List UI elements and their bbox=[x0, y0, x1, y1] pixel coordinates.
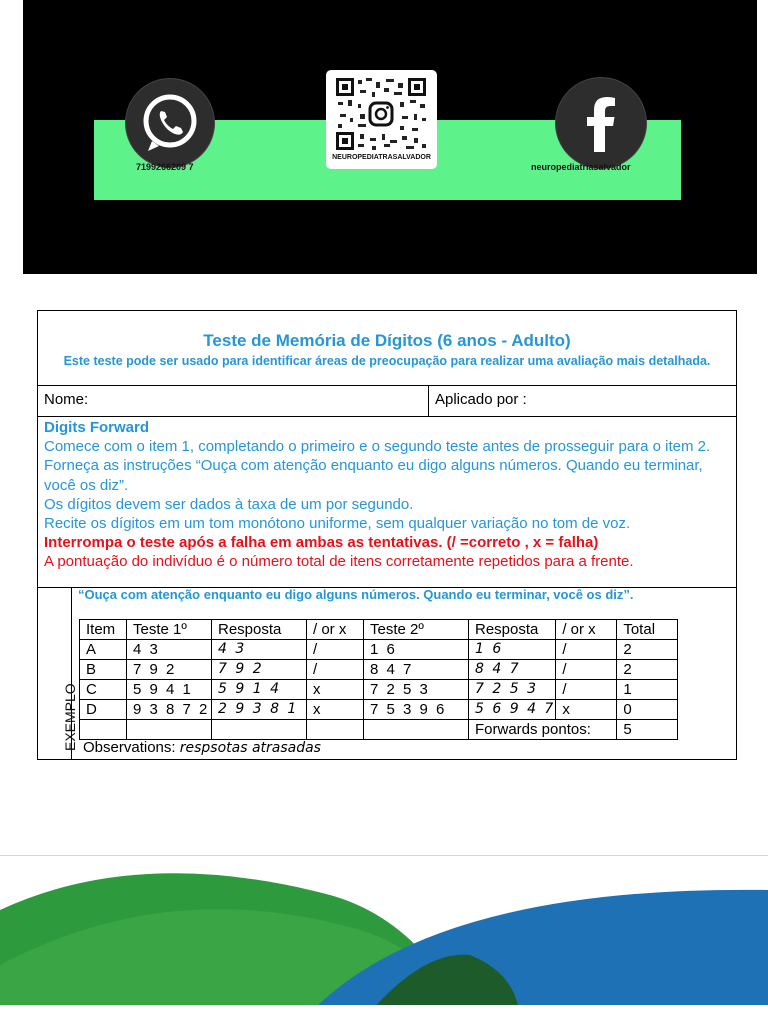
trial1-cell: 7 9 2 bbox=[127, 660, 212, 680]
example-table bbox=[79, 619, 678, 740]
digit-memory-test-form bbox=[37, 310, 737, 760]
empty-cell bbox=[80, 720, 127, 740]
applied-by-field[interactable]: Aplicado por : bbox=[435, 391, 527, 408]
table-row bbox=[80, 680, 678, 700]
instructions-block bbox=[38, 416, 736, 588]
table-header: Total bbox=[617, 620, 678, 640]
table-header: / or x bbox=[307, 620, 364, 640]
table-total-row bbox=[80, 720, 678, 740]
page-title: Teste de Memória de Dígitos (6 anos - Adulto) bbox=[203, 331, 571, 350]
table-row bbox=[80, 660, 678, 680]
scoring-rule: A pontuação do indivíduo é o número total de itens corretamente repetidos para a frente. bbox=[44, 553, 634, 571]
name-row bbox=[38, 385, 736, 417]
response2-cell: 5 6 9 4 7 bbox=[469, 700, 556, 720]
table-header-row bbox=[80, 620, 678, 640]
forwards-points-label: Forwards pontos: bbox=[469, 720, 617, 740]
empty-cell bbox=[307, 720, 364, 740]
name-field[interactable] bbox=[38, 385, 429, 416]
name-label: Nome: bbox=[44, 391, 89, 408]
trial1-cell: 9 3 8 7 2 bbox=[127, 700, 212, 720]
mark2-cell: / bbox=[556, 660, 617, 680]
total-cell: 0 bbox=[617, 700, 678, 720]
empty-cell bbox=[364, 720, 469, 740]
response2-cell: 1 6 bbox=[469, 640, 556, 660]
whatsapp-number: 7199266209 7 bbox=[136, 162, 194, 172]
example-label: EXEMPLO bbox=[62, 683, 78, 751]
trial2-cell: 7 2 5 3 bbox=[364, 680, 469, 700]
table-row bbox=[80, 700, 678, 720]
page-subtitle: Este teste pode ser usado para identificar áreas de preocupação para realizar uma avaliação mais detalhada. bbox=[63, 354, 711, 368]
trial2-cell: 7 5 3 9 6 bbox=[364, 700, 469, 720]
instructions-line: Recite os dígitos em um tom monótono uniforme, sem qualquer variação no tom de voz. bbox=[44, 515, 631, 533]
total-cell: 2 bbox=[617, 640, 678, 660]
observations-label: Observations: bbox=[83, 739, 176, 756]
item-cell: C bbox=[80, 680, 127, 700]
mark1-cell: x bbox=[307, 700, 364, 720]
title-block bbox=[38, 311, 736, 386]
table-row bbox=[80, 640, 678, 660]
stop-rule: Interrompa o teste após a falha em ambas as tentativas. (/ =correto , x = falha) bbox=[44, 534, 599, 552]
table-header: Resposta bbox=[469, 620, 556, 640]
trial1-cell: 5 9 4 1 bbox=[127, 680, 212, 700]
mark1-cell: x bbox=[307, 680, 364, 700]
example-section bbox=[38, 587, 736, 760]
response2-cell: 8 4 7 bbox=[469, 660, 556, 680]
mark1-cell: / bbox=[307, 640, 364, 660]
total-cell: 1 bbox=[617, 680, 678, 700]
response1-cell: 4 3 bbox=[212, 640, 307, 660]
response1-cell: 2 9 3 8 1 bbox=[212, 700, 307, 720]
trial1-cell: 4 3 bbox=[127, 640, 212, 660]
footer-swoosh bbox=[0, 855, 768, 1024]
trial2-cell: 8 4 7 bbox=[364, 660, 469, 680]
empty-cell bbox=[212, 720, 307, 740]
response1-cell: 7 9 2 bbox=[212, 660, 307, 680]
qr-code-icon bbox=[336, 78, 426, 150]
mark2-cell: x bbox=[556, 700, 617, 720]
forwards-points-value: 5 bbox=[617, 720, 678, 740]
facebook-handle: neuropediatriasalvador bbox=[531, 162, 631, 172]
side-column bbox=[38, 587, 78, 760]
item-cell: A bbox=[80, 640, 127, 660]
item-cell: B bbox=[80, 660, 127, 680]
response2-cell: 7 2 5 3 bbox=[469, 680, 556, 700]
table-header: / or x bbox=[556, 620, 617, 640]
instructions-line: Comece com o item 1, completando o primeiro e o segundo teste antes de prosseguir para o item 2. Forneça as instruções “Ouça com atenção enquanto eu digo alguns números. Quando eu terminar, você os diz”. bbox=[44, 438, 711, 494]
observations bbox=[83, 739, 321, 756]
mark2-cell: / bbox=[556, 680, 617, 700]
instructions-heading: Digits Forward bbox=[44, 419, 150, 436]
example-quote: “Ouça com atenção enquanto eu digo alguns números. Quando eu terminar, você os diz”. bbox=[78, 587, 634, 602]
table-header: Teste 1º bbox=[127, 620, 212, 640]
response1-cell: 5 9 1 4 bbox=[212, 680, 307, 700]
header-banner bbox=[23, 0, 757, 274]
trial2-cell: 1 6 bbox=[364, 640, 469, 660]
table-header: Resposta bbox=[212, 620, 307, 640]
total-cell: 2 bbox=[617, 660, 678, 680]
table-header: Item bbox=[80, 620, 127, 640]
whatsapp-icon bbox=[125, 78, 215, 168]
table-header: Teste 2º bbox=[364, 620, 469, 640]
instagram-qr-card bbox=[326, 70, 437, 169]
empty-cell bbox=[127, 720, 212, 740]
item-cell: D bbox=[80, 700, 127, 720]
mark1-cell: / bbox=[307, 660, 364, 680]
instructions-line: Os dígitos devem ser dados à taxa de um por segundo. bbox=[44, 495, 414, 513]
qr-label: NEUROPEDIATRASALVADOR bbox=[332, 154, 431, 161]
mark2-cell: / bbox=[556, 640, 617, 660]
observations-value: respsotas atrasadas bbox=[179, 740, 321, 756]
facebook-icon bbox=[555, 77, 647, 169]
